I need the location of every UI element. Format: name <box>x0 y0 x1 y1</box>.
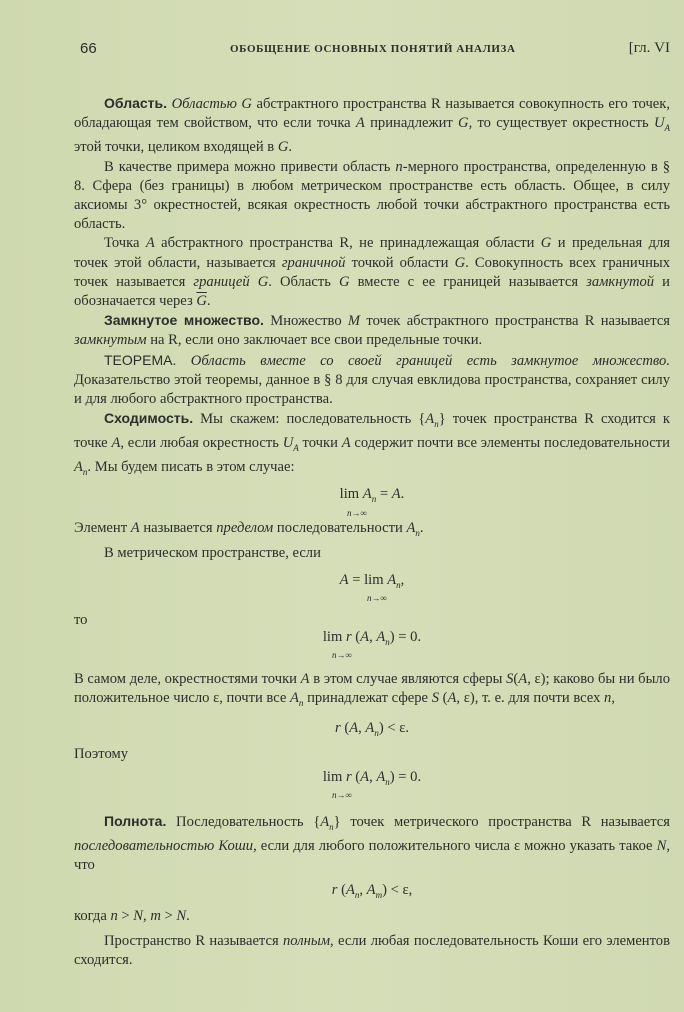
paragraph-completeness: Полнота. Последовательность $\{A_n\}$ точек метрического пространства R называется последовательностью Коши, если для любого положительного числа ε можно указать такое N, что <box>74 812 670 873</box>
formula-subscript: n→∞ <box>332 650 352 661</box>
page-body <box>74 94 670 971</box>
formula-cauchy: r ($A_n$, $A_m) < \varepsilon$, <box>331 882 413 900</box>
formula-inequality: r (A, $A_n) < \varepsilon$. <box>334 720 409 739</box>
paragraph-metric: В метрическом пространстве, если <box>104 544 321 561</box>
paragraph-region-definition <box>74 94 670 158</box>
formula-limit-2: $A = \lim A_n$, n→∞ <box>74 571 670 611</box>
paragraph-boundary: Точка A абстрактного пространства R, не принадлежащая области G и предельная для точек этой области, называется граничной точкой области G. Совокупность всех граничных точек называется границей G. Область G вместе с ее границей называется замкнутой и обозначается через $\overline{G}$. <box>74 235 670 309</box>
formula-subscript: n→∞ <box>347 507 367 518</box>
paragraph-text: Областью G абстрактного пространства R называется совокупность его точек, обладающая тем свойством, что если точка A принадлежит G, то существует окрестность $U_A$ этой точки, целиком входящей в G. <box>74 96 671 156</box>
page-number: 66 <box>80 40 97 57</box>
formula-limit-3: lim r (A, $A_n) = 0$. n→∞ <box>74 628 670 670</box>
term-heading: Замкнутое множество. <box>104 312 264 329</box>
term-heading: Сходимость. <box>104 410 194 427</box>
chapter-label: [гл. VI <box>628 40 670 56</box>
paragraph-therefore: Поэтому <box>74 746 129 763</box>
paragraph-example: В качестве примера можно привести область n-мерного пространства, определенную в § 8. Сфера (без границы) в любом метрическом пространстве есть область. Общее, в силу аксиомы 3° окрестностей, всякая окрестность любой точки абстрактного пространства есть область. <box>74 158 670 233</box>
running-head <box>80 40 670 60</box>
term-heading: Область. <box>104 95 168 111</box>
paragraph-complete-space: Пространство R называется полным, если любая последовательность Коши его элементов сходится. <box>74 933 670 969</box>
term-heading: Полнота. <box>104 812 167 829</box>
theorem-label: ТЕОРЕМА. <box>104 351 177 368</box>
formula-subscript: n→∞ <box>332 789 352 800</box>
paragraph-when: когда n > N, m > N. <box>74 908 190 925</box>
paragraph-theorem: ТЕОРЕМА. Область вместе со своей границей есть замкнутое множество. Доказательство этой теоремы, данное в § 8 для случая евклидова пространства, сохраняет силу и для любого абстрактного пространства. <box>74 351 670 407</box>
formula-limit-1: $\lim A_n = A$. n→∞ <box>74 485 670 519</box>
paragraph-convergence: Сходимость. Мы скажем: последовательность $\{A_n\}$ точек пространства R сходится к точке A, если любая окрестность $U_A$ точки A содержит почти все элементы последовательности $A_n$. Мы будем писать в этом случае: <box>74 410 671 478</box>
paragraph-limit-def: Элемент A называется пределом последовательности $A_n$. <box>74 520 424 539</box>
paragraph-indeed: В самом деле, окрестностями точки A в этом случае являются сферы S(A, ε); каково бы ни было положительное число ε, почти все $A_n$ принадлежат сфере S (A, ε), т. е. для почти всех n, <box>74 671 670 709</box>
running-title: ОБОБЩЕНИЕ ОСНОВНЫХ ПОНЯТИЙ АНАЛИЗА <box>230 43 516 55</box>
formula-limit-4: lim r (A, $A_n) = 0$. n→∞ <box>74 768 670 812</box>
formula-subscript: n→∞ <box>367 592 387 603</box>
paragraph-then: то <box>74 611 88 628</box>
paragraph-closed-set: Замкнутое множество. Множество M точек абстрактного пространства R называется замкнутым на R, если оно заключает все свои предельные точки. <box>74 312 671 349</box>
